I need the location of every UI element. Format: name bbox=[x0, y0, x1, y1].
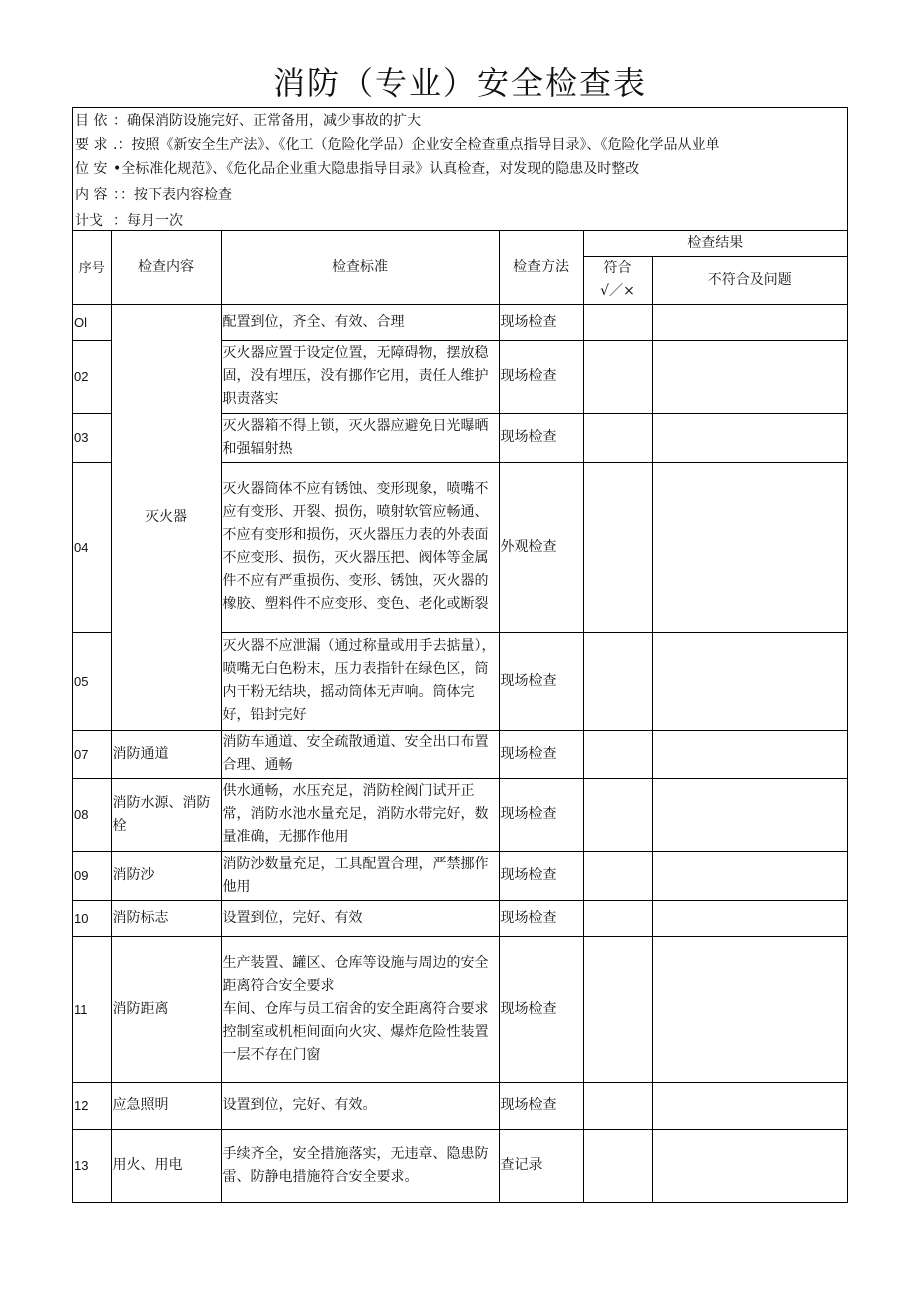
row-standard: 灭火器筒体不应有锈蚀、变形现象，喷嘴不应有变形、开裂、损伤，喷射软管应畅通、不应有变形和损伤，灭火器压力表的外表面不应变形、损伤，灭火器压把、阀体等金属件不应有严重损伤、变形、锈蚀，灭火器的橡胶、塑料件不应变形、变色、老化或断裂 bbox=[221, 462, 499, 632]
header-row-plan bbox=[73, 208, 847, 234]
row-conform-cell[interactable] bbox=[583, 413, 652, 462]
row-issue-cell[interactable] bbox=[652, 778, 847, 851]
row-standard: 手续齐全，安全措施落实，无违章、隐患防雷、防静电措施符合安全要求。 bbox=[221, 1129, 499, 1202]
row-conform-cell[interactable] bbox=[583, 304, 652, 340]
row-issue-cell[interactable] bbox=[652, 1082, 847, 1129]
row-issue-cell[interactable] bbox=[652, 900, 847, 936]
row-method: 现场检查 bbox=[499, 304, 583, 340]
row-standard: 设置到位，完好、有效 bbox=[221, 900, 499, 936]
row-issue-cell[interactable] bbox=[652, 730, 847, 778]
row-seq: 09 bbox=[73, 851, 111, 900]
header-label: 内 容 bbox=[75, 187, 108, 203]
row-method: 现场检查 bbox=[499, 1082, 583, 1129]
row-seq: 11 bbox=[73, 936, 111, 1082]
col-header-conform bbox=[583, 256, 652, 304]
row-content: 消防沙 bbox=[111, 851, 221, 900]
header-label: 计戈 bbox=[75, 213, 103, 229]
row-seq: 05 bbox=[73, 632, 111, 730]
row-seq: 07 bbox=[73, 730, 111, 778]
row-method: 查记录 bbox=[499, 1129, 583, 1202]
row-issue-cell[interactable] bbox=[652, 340, 847, 413]
table-row bbox=[73, 936, 847, 1082]
header-text: ：确保消防设施完好、正常备用，减少事故的扩大 bbox=[113, 113, 421, 129]
col-header-method: 检查方法 bbox=[499, 231, 583, 304]
row-method: 外观检查 bbox=[499, 462, 583, 632]
row-issue-cell[interactable] bbox=[652, 632, 847, 730]
row-standard: 灭火器箱不得上锁，灭火器应避免日光曝晒和强辐射热 bbox=[221, 413, 499, 462]
row-issue-cell[interactable] bbox=[652, 413, 847, 462]
row-content: 消防水源、消防栓 bbox=[111, 778, 221, 851]
header-block bbox=[73, 108, 847, 231]
row-conform-cell[interactable] bbox=[583, 1082, 652, 1129]
row-standard: 消防车通道、安全疏散通道、安全出口布置合理、通畅 bbox=[221, 730, 499, 778]
col-header-standard: 检查标准 bbox=[221, 231, 499, 304]
row-conform-cell[interactable] bbox=[583, 462, 652, 632]
header-label: 要 求 bbox=[75, 137, 108, 153]
row-method: 现场检查 bbox=[499, 340, 583, 413]
row-issue-cell[interactable] bbox=[652, 462, 847, 632]
row-method: 现场检查 bbox=[499, 413, 583, 462]
row-issue-cell[interactable] bbox=[652, 851, 847, 900]
row-standard: 灭火器不应泄漏（通过称量或用手去掂量），喷嘴无白色粉末，压力表指针在绿色区，筒内干粉无结块，摇动筒体无声响。筒体完好，铅封完好 bbox=[221, 632, 499, 730]
row-conform-cell[interactable] bbox=[583, 851, 652, 900]
col-header-content: 检查内容 bbox=[111, 231, 221, 304]
row-seq: 10 bbox=[73, 900, 111, 936]
header-text: ：每月一次 bbox=[113, 213, 183, 229]
header-text: .：按照《新安全生产法》、《化工（危险化学品）企业安全检查重点指导目录》、《危险化学品从业单 bbox=[113, 137, 720, 153]
inspection-sheet bbox=[72, 107, 848, 1203]
row-seq: 02 bbox=[73, 340, 111, 413]
row-conform-cell[interactable] bbox=[583, 730, 652, 778]
row-standard: 供水通畅，水压充足，消防栓阀门试开正常，消防水池水量充足，消防水带完好，数量准确，无挪作他用 bbox=[221, 778, 499, 851]
row-content: 消防距离 bbox=[111, 936, 221, 1082]
table-row bbox=[73, 1082, 847, 1129]
row-method: 现场检查 bbox=[499, 778, 583, 851]
col-header-nonconform: 不符合及问题 bbox=[652, 256, 847, 304]
row-content: 消防通道 bbox=[111, 730, 221, 778]
row-standard: 灭火器应置于设定位置，无障碍物，摆放稳固，没有埋压，没有挪作它用，责任人维护职责落实 bbox=[221, 340, 499, 413]
header-label: 目 依 bbox=[75, 113, 108, 129]
row-method: 现场检查 bbox=[499, 851, 583, 900]
header-label: 位 安 bbox=[75, 161, 108, 177]
row-conform-cell[interactable] bbox=[583, 1129, 652, 1202]
conform-label: 符合 bbox=[603, 260, 632, 276]
row-conform-cell[interactable] bbox=[583, 340, 652, 413]
row-conform-cell[interactable] bbox=[583, 778, 652, 851]
header-row-content bbox=[73, 182, 847, 208]
header-row-purpose bbox=[73, 108, 847, 134]
col-header-result: 检查结果 bbox=[583, 231, 847, 256]
inspection-table bbox=[73, 231, 847, 1202]
conform-mark: √／× bbox=[600, 283, 635, 299]
table-row bbox=[73, 900, 847, 936]
row-content: 用火、用电 bbox=[111, 1129, 221, 1202]
row-seq: 13 bbox=[73, 1129, 111, 1202]
row-seq: 03 bbox=[73, 413, 111, 462]
table-row bbox=[73, 304, 847, 340]
row-conform-cell[interactable] bbox=[583, 936, 652, 1082]
table-row bbox=[73, 730, 847, 778]
row-content: 应急照明 bbox=[111, 1082, 221, 1129]
row-issue-cell[interactable] bbox=[652, 304, 847, 340]
row-content: 灭火器 bbox=[111, 304, 221, 730]
col-header-seq: 序号 bbox=[73, 231, 111, 304]
header-text: ：：按下表内容检查 bbox=[113, 187, 232, 203]
row-issue-cell[interactable] bbox=[652, 1129, 847, 1202]
row-standard: 配置到位，齐全、有效、合理 bbox=[221, 304, 499, 340]
header-row-unit bbox=[73, 156, 847, 182]
row-method: 现场检查 bbox=[499, 936, 583, 1082]
row-seq: 08 bbox=[73, 778, 111, 851]
row-seq: 04 bbox=[73, 462, 111, 632]
row-seq: 12 bbox=[73, 1082, 111, 1129]
table-header-row bbox=[73, 231, 847, 256]
header-text: •全标准化规范》、《危化品企业重大隐患指导目录》认真检查，对发现的隐患及时整改 bbox=[113, 161, 640, 177]
row-seq: Ol bbox=[73, 304, 111, 340]
table-row bbox=[73, 1129, 847, 1202]
table-row bbox=[73, 851, 847, 900]
row-content: 消防标志 bbox=[111, 900, 221, 936]
header-row-basis bbox=[73, 132, 847, 158]
row-method: 现场检查 bbox=[499, 632, 583, 730]
row-conform-cell[interactable] bbox=[583, 900, 652, 936]
row-method: 现场检查 bbox=[499, 900, 583, 936]
row-method: 现场检查 bbox=[499, 730, 583, 778]
table-row bbox=[73, 778, 847, 851]
row-standard: 设置到位，完好、有效。 bbox=[221, 1082, 499, 1129]
row-standard: 消防沙数量充足，工具配置合理，严禁挪作他用 bbox=[221, 851, 499, 900]
page-title: 消防（专业）安全检查表 bbox=[272, 64, 647, 102]
row-conform-cell[interactable] bbox=[583, 632, 652, 730]
row-issue-cell[interactable] bbox=[652, 936, 847, 1082]
row-standard: 生产装置、罐区、仓库等设施与周边的安全距离符合安全要求 车间、仓库与员工宿舍的安全距离符合要求 控制室或机柜间面向火灾、爆炸危险性装置一层不存在门窗 bbox=[221, 936, 499, 1082]
